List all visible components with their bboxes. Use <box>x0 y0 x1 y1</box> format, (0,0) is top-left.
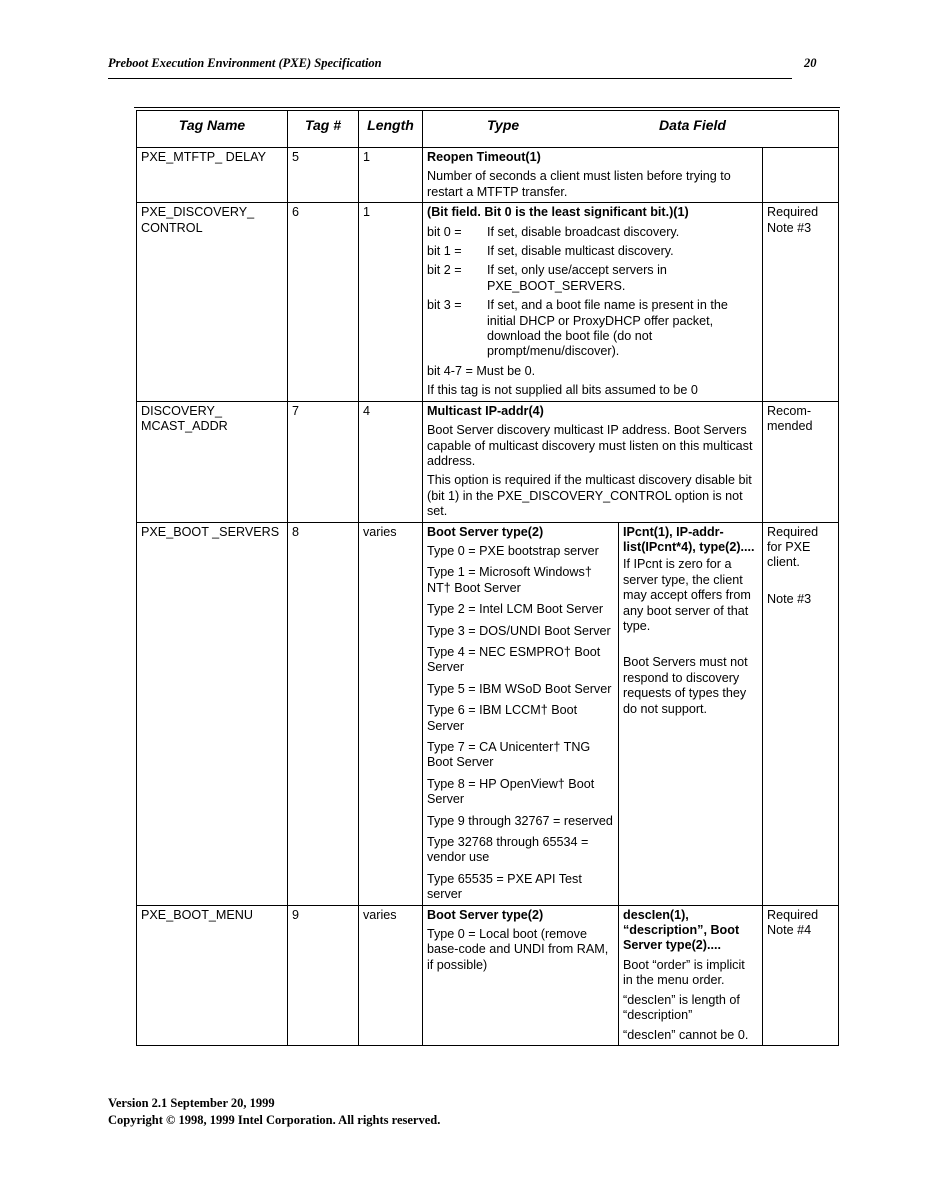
length-cell: 1 <box>359 203 423 401</box>
length-cell: varies <box>359 522 423 905</box>
length-cell: 4 <box>359 401 423 522</box>
bit-definition: bit 2 = If set, only use/accept servers in PXE_BOOT_SERVERS. <box>427 263 667 293</box>
type-cell <box>423 401 763 522</box>
note-cell: Required Note #4 <box>763 905 839 1045</box>
bit-definition: bit 1 = If set, disable multicast discovery. <box>427 244 674 259</box>
col-header-tag-num: Tag # <box>288 111 359 148</box>
type-description: Boot Server discovery multicast IP address. Boot Servers capable of multicast discovery must listen on this multicast address. <box>427 423 753 468</box>
server-type: Type 2 = Intel LCM Boot Server <box>427 602 604 617</box>
table-row <box>137 148 839 203</box>
data-field-title: IPcnt(1), IP-addr-list(IPcnt*4), type(2).... <box>623 524 755 554</box>
header-rule <box>108 78 792 79</box>
data-field-description: “descIen” cannot be 0. <box>623 1027 749 1042</box>
data-field-description: If IPcnt is zero for a server type, the client may accept offers from any boot server of that type. <box>623 557 751 633</box>
server-type: Type 32768 through 65534 = vendor use <box>427 835 589 865</box>
bit-reserved-note: bit 4-7 = Must be 0. <box>427 363 536 378</box>
type-title: Multicast IP-addr(4) <box>427 403 544 418</box>
data-field-cell <box>619 522 763 905</box>
footer-copyright: Copyright © 1998, 1999 Intel Corporation. All rights reserved. <box>108 1113 441 1127</box>
col-header-type-data <box>423 111 839 148</box>
data-field-description: “descIen” is length of “description” <box>623 992 740 1023</box>
server-type: Type 0 = PXE bootstrap server <box>427 543 599 558</box>
server-type: Type 6 = IBM LCCM† Boot Server <box>427 703 578 733</box>
note-cell <box>763 148 839 203</box>
tag-name-cell: PXE_DISCOVERY_ CONTROL <box>137 203 288 401</box>
col-header-data-field: Data Field <box>659 117 726 133</box>
table-row <box>137 203 839 401</box>
col-header-tag-name: Tag Name <box>137 111 288 148</box>
data-field-title: descIen(1), “description”, Boot Server type(2).... <box>623 907 740 953</box>
type-description: This option is required if the multicast discovery disable bit (bit 1) in the PXE_DISCOVERY_CONTROL option is not set. <box>427 473 752 519</box>
type-description: Number of seconds a client must listen before trying to restart a MTFTP transfer. <box>427 169 731 199</box>
tag-name-cell: PXE_BOOT _SERVERS <box>137 522 288 905</box>
table-row <box>137 522 839 905</box>
server-type: Type 1 = Microsoft Windows† NT† Boot Server <box>427 565 592 595</box>
server-type: Type 65535 = PXE API Test server <box>427 871 582 902</box>
note-cell: Required for PXE client. Note #3 <box>763 522 839 905</box>
server-type: Type 3 = DOS/UNDI Boot Server <box>427 623 611 638</box>
tag-num-cell: 7 <box>288 401 359 522</box>
server-type: Type 5 = IBM WSoD Boot Server <box>427 681 612 696</box>
footer-version: Version 2.1 September 20, 1999 <box>108 1096 275 1110</box>
type-cell <box>423 905 619 1045</box>
tag-num-cell: 6 <box>288 203 359 401</box>
table-header-row <box>137 111 839 148</box>
table-row <box>137 905 839 1045</box>
length-cell: 1 <box>359 148 423 203</box>
dhcp-options-table <box>136 110 839 1046</box>
data-field-description: Boot “order” is implicit in the menu order. <box>623 957 745 988</box>
default-note: If this tag is not supplied all bits assumed to be 0 <box>427 383 698 398</box>
bit-definition: bit 3 = If set, and a boot file name is present in the initial DHCP or ProxyDHCP offer packet, download the boot file (do not prompt/menu/discover). <box>427 298 728 359</box>
table-row <box>137 401 839 522</box>
tag-num-cell: 5 <box>288 148 359 203</box>
length-cell: varies <box>359 905 423 1045</box>
col-header-type: Type <box>487 117 520 133</box>
type-title: Boot Server type(2) <box>427 524 544 539</box>
page-number: 20 <box>804 56 817 70</box>
server-type: Type 7 = CA Unicenter† TNG Boot Server <box>427 740 591 770</box>
type-title: Reopen Timeout(1) <box>427 150 541 164</box>
type-cell <box>423 148 763 203</box>
tag-name-cell: PXE_BOOT_MENU <box>137 905 288 1045</box>
note-cell: Recom- mended <box>763 401 839 522</box>
server-type: Type 4 = NEC ESMPRO† Boot Server <box>427 644 601 675</box>
server-type: Type 9 through 32767 = reserved <box>427 813 613 828</box>
type-title: Boot Server type(2) <box>427 907 544 922</box>
col-header-length: Length <box>359 111 423 148</box>
data-field-cell <box>619 905 763 1045</box>
note-cell: Required Note #3 <box>763 203 839 401</box>
document-title: Preboot Execution Environment (PXE) Specification <box>108 56 382 70</box>
server-type: Type 8 = HP OpenView† Boot Server <box>427 776 595 807</box>
tag-name-cell: DISCOVERY_ MCAST_ADDR <box>137 401 288 522</box>
tag-num-cell: 8 <box>288 522 359 905</box>
tag-num-cell: 9 <box>288 905 359 1045</box>
bit-definition: bit 0 = If set, disable broadcast discovery. <box>427 224 680 239</box>
tag-name-cell: PXE_MTFTP_ DELAY <box>137 148 288 203</box>
data-field-description: Boot Servers must not respond to discovery requests of types they do not support. <box>623 655 748 716</box>
type-description: Type 0 = Local boot (remove base-code and UNDI from RAM, if possible) <box>427 927 609 972</box>
type-cell <box>423 203 763 401</box>
type-title: (Bit field. Bit 0 is the least significant bit.)(1) <box>427 205 689 220</box>
type-cell <box>423 522 619 905</box>
